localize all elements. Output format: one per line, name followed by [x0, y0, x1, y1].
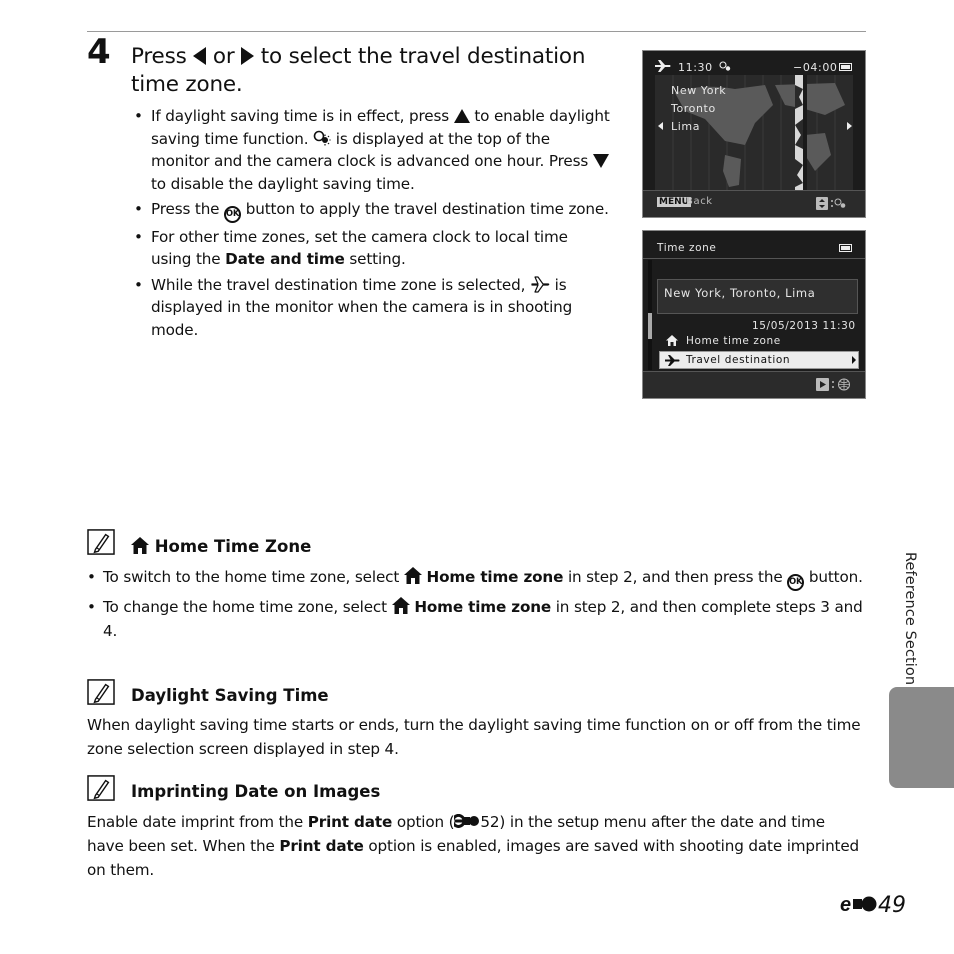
note-home-item-2-text-b: in step 2, and then complete steps 3 and 4. — [103, 597, 863, 640]
bullet-dst-text-a: If daylight saving time is in effect, press — [151, 107, 449, 125]
step-bullet-list — [131, 105, 611, 344]
home-time-zone-ref: Home time zone — [426, 568, 564, 586]
ok-button-icon: OK — [787, 574, 804, 591]
section-tab — [889, 687, 954, 788]
note-dst-text: When daylight saving time starts or ends, turn the daylight saving time function on or off from the time zone selection screen displayed in step 4. — [87, 716, 861, 758]
note-home-list — [87, 565, 866, 647]
home-icon — [404, 567, 422, 584]
note-home-item-1-text-c: button. — [808, 568, 863, 586]
multi-selector-up-icon — [454, 109, 470, 123]
note-home-title: Home Time Zone — [154, 537, 312, 556]
screen1-bottom-bar — [643, 190, 865, 217]
map-left-arrow-icon[interactable] — [658, 122, 663, 130]
note-imprint-text-b: option ( — [396, 813, 455, 831]
note-home-item-2-text-a: To change the home time zone, select — [103, 597, 387, 616]
camera-screen-world-map — [642, 50, 866, 218]
menu-item-home-time-zone[interactable]: Home time zone — [686, 335, 781, 347]
home-icon — [666, 335, 678, 346]
page-number-text: 49 — [878, 893, 906, 918]
submenu-arrow-icon — [852, 356, 856, 364]
camera-screen-time-zone — [642, 230, 866, 399]
menu-scroll-thumb[interactable] — [648, 313, 652, 339]
airplane-icon — [655, 60, 671, 72]
city-new-york: New York — [671, 84, 727, 97]
bullet-dst-text-b: to enable daylight saving time function. — [151, 107, 610, 148]
reference-section-icon — [840, 894, 878, 914]
back-label[interactable]: Back — [686, 196, 713, 207]
daylight-saving-icon — [313, 130, 331, 146]
title-divider — [643, 258, 865, 259]
bullet-other-zones — [131, 226, 611, 271]
map-right-arrow-icon[interactable] — [847, 122, 852, 130]
print-date-ref: Print date — [307, 813, 393, 831]
bullet-travel-text-a: While the travel destination time zone is selected, — [151, 275, 526, 294]
print-date-ref: Print date — [279, 837, 364, 855]
bullet-dst-text-d: to disable the daylight saving time. — [151, 174, 415, 193]
current-datetime: 15/05/2013 11:30 — [752, 320, 856, 332]
city-toronto: Toronto — [671, 102, 716, 115]
note-imprint-title: Imprinting Date on Images — [131, 782, 381, 801]
screen2-bottom-bar — [643, 371, 865, 398]
note-home-heading — [131, 537, 311, 556]
note-imprint-text — [87, 810, 866, 882]
play-world-hint-icon — [816, 378, 852, 391]
step-heading-or: or — [212, 44, 235, 69]
step-heading-press: Press — [131, 44, 187, 69]
home-icon — [131, 537, 149, 554]
screen1-time: 11:30 — [678, 61, 713, 74]
multi-selector-left-icon — [193, 47, 206, 65]
bullet-apply-text-a: Press the — [151, 200, 220, 218]
menu-button-icon: MENU — [659, 197, 689, 207]
note-imprint-text-c: option is enabled, images are saved with shooting date imprinted on them. — [87, 837, 860, 879]
battery-icon — [839, 63, 853, 71]
bullet-dst-text-c: is displayed at the top of the monitor and the camera clock is advanced one hour. Press — [151, 129, 589, 170]
screen1-offset: −04:00 — [793, 61, 838, 74]
multi-selector-down-icon — [593, 154, 609, 168]
home-time-zone-ref: Home time zone — [414, 597, 552, 616]
note-imprint-text-ref: 52) in the setup menu after the date and time have been set. When the — [87, 813, 825, 855]
travel-destination-label: Travel destination — [686, 354, 791, 366]
svg-text:e: e — [840, 894, 852, 914]
ok-button-icon: OK — [224, 206, 241, 223]
bullet-travel-text-b: is displayed in the monitor when the camera is in shooting mode. — [151, 275, 573, 339]
airplane-icon — [665, 355, 680, 366]
reference-section-icon — [454, 814, 480, 828]
city-lima: Lima — [671, 120, 701, 133]
side-section-label — [898, 552, 918, 702]
note-pencil-icon — [87, 679, 115, 705]
page-number — [840, 893, 906, 918]
bullet-apply-text-b: button to apply the travel destination time zone. — [245, 200, 609, 218]
multi-selector-right-icon — [241, 47, 254, 65]
note-home-item-2 — [87, 595, 866, 643]
note-dst-title: Daylight Saving Time — [131, 686, 329, 705]
date-and-time-ref: Date and time — [225, 250, 345, 269]
bullet-other-text-b: setting. — [349, 250, 406, 269]
battery-icon — [839, 244, 853, 252]
bullet-other-text-a: For other time zones, set the camera clock to local time using the — [151, 227, 568, 269]
top-rule — [87, 31, 866, 32]
selected-zone-box — [657, 279, 858, 314]
up-down-dst-hint-icon — [816, 197, 850, 210]
bullet-travel-icon — [131, 274, 611, 342]
travel-destination-outline-icon — [530, 275, 550, 293]
step-heading-rest: to select the travel destination time zone. — [131, 44, 586, 97]
bullet-apply — [131, 198, 611, 223]
note-imprint-text-a: Enable date imprint from the — [87, 813, 304, 831]
step-heading — [131, 43, 611, 99]
step-number: 4 — [87, 32, 111, 72]
note-home-item-1 — [87, 565, 866, 591]
note-home-item-1-text-a: To switch to the home time zone, select — [103, 568, 400, 586]
time-zone-title: Time zone — [657, 242, 717, 254]
daylight-saving-icon — [719, 61, 732, 72]
city-list — [671, 82, 726, 136]
side-section-label-text: Reference Section — [902, 552, 918, 686]
selected-zone-text: New York, Toronto, Lima — [664, 286, 816, 300]
home-icon — [392, 597, 410, 614]
bullet-dst — [131, 105, 611, 195]
note-home-item-1-text-b: in step 2, and then press the — [567, 568, 783, 586]
menu-item-travel-destination[interactable] — [659, 351, 859, 369]
note-pencil-icon — [87, 775, 115, 801]
note-pencil-icon — [87, 529, 115, 555]
